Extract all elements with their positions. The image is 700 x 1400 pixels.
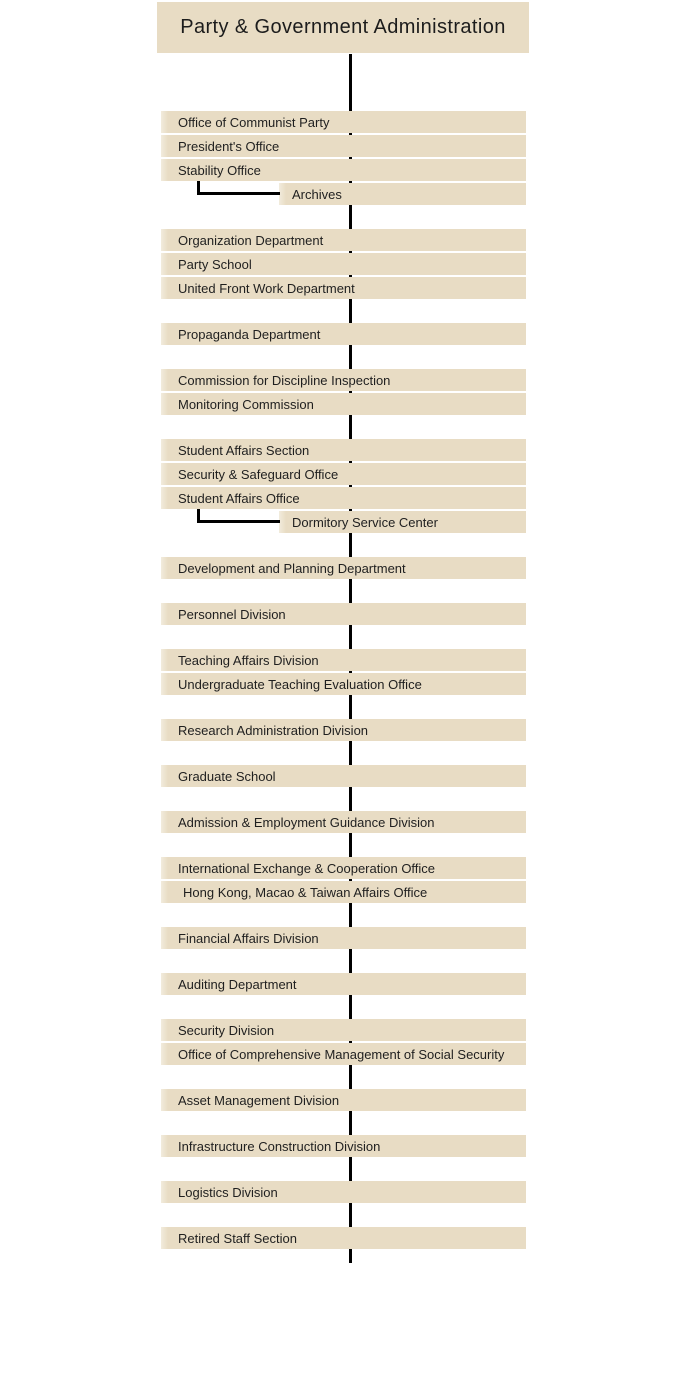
org-bar	[161, 1181, 526, 1203]
org-bar-label: Auditing Department	[178, 976, 297, 992]
org-bar-label: Party School	[178, 256, 252, 272]
org-bar-label: Research Administration Division	[178, 722, 369, 738]
org-bar	[161, 159, 526, 181]
org-group	[161, 765, 526, 787]
org-bar	[161, 973, 526, 995]
org-bar	[161, 881, 526, 903]
org-bar-label: Stability Office	[178, 162, 261, 178]
org-bar-label: President's Office	[178, 138, 280, 154]
org-bar-label: Dormitory Service Center	[292, 514, 438, 530]
org-group	[161, 603, 526, 625]
org-bar	[161, 1227, 526, 1249]
org-bar-label: International Exchange & Cooperation Office	[178, 860, 436, 876]
org-bar	[161, 765, 526, 787]
org-bar	[161, 1019, 526, 1041]
org-bar-label: Security Division	[178, 1022, 275, 1038]
org-bar	[161, 1089, 526, 1111]
org-bar-label: Student Affairs Office	[178, 490, 300, 506]
org-bar	[161, 439, 526, 461]
org-group	[161, 323, 526, 345]
org-group	[161, 1181, 526, 1203]
org-group	[161, 1135, 526, 1157]
org-bar	[161, 857, 526, 879]
org-bar	[161, 135, 526, 157]
org-group	[161, 1089, 526, 1111]
org-bar	[161, 603, 526, 625]
org-group	[161, 439, 526, 533]
org-bar	[161, 673, 526, 695]
org-bar	[161, 323, 526, 345]
org-bar-label: Admission & Employment Guidance Division	[178, 814, 435, 830]
org-group	[161, 111, 526, 205]
chart-title: Party & Government Administration	[157, 2, 529, 53]
org-bar-label: Organization Department	[178, 232, 324, 248]
org-bar	[161, 927, 526, 949]
org-bar-label: Monitoring Commission	[178, 396, 314, 412]
org-bar-label: Graduate School	[178, 768, 276, 784]
org-bar-label: Office of Comprehensive Management of Social Security	[178, 1046, 505, 1062]
org-bar	[161, 229, 526, 251]
org-bar-label: Retired Staff Section	[178, 1230, 297, 1246]
org-bar-label: Undergraduate Teaching Evaluation Office	[178, 676, 422, 692]
org-bar-label: Personnel Division	[178, 606, 286, 622]
org-group	[161, 1019, 526, 1065]
org-group	[161, 927, 526, 949]
org-bar	[161, 1043, 526, 1065]
org-group	[161, 369, 526, 415]
org-bar-label: Development and Planning Department	[178, 560, 406, 576]
org-group	[161, 557, 526, 579]
org-bar-label: Financial Affairs Division	[178, 930, 319, 946]
org-group	[161, 973, 526, 995]
org-group	[161, 649, 526, 695]
org-group	[161, 229, 526, 299]
elbow-connector-line	[197, 181, 280, 195]
org-bar-label: Security & Safeguard Office	[178, 466, 339, 482]
org-bar-sub	[279, 183, 526, 205]
org-bar	[161, 369, 526, 391]
org-bar-label: Commission for Discipline Inspection	[178, 372, 391, 388]
org-group	[161, 1227, 526, 1249]
org-group	[161, 811, 526, 833]
org-bar	[161, 1135, 526, 1157]
org-group	[161, 719, 526, 741]
org-group	[161, 857, 526, 903]
org-bar	[161, 649, 526, 671]
org-bar-label: United Front Work Department	[178, 280, 355, 296]
org-bar	[161, 463, 526, 485]
org-bar-label: Teaching Affairs Division	[178, 652, 319, 668]
org-bar	[161, 487, 526, 509]
org-bar	[161, 253, 526, 275]
org-bar-label: Propaganda Department	[178, 326, 321, 342]
org-bar	[161, 277, 526, 299]
org-bar	[161, 719, 526, 741]
elbow-connector-line	[197, 509, 280, 523]
org-bar-label: Hong Kong, Macao & Taiwan Affairs Office	[183, 884, 428, 900]
org-bar	[161, 557, 526, 579]
org-bar-label: Student Affairs Section	[178, 442, 310, 458]
org-bar-label: Asset Management Division	[178, 1092, 340, 1108]
org-bar	[161, 393, 526, 415]
org-bar-label: Logistics Division	[178, 1184, 278, 1200]
org-bar-sub	[279, 511, 526, 533]
org-groups	[161, 111, 526, 1273]
org-bar	[161, 811, 526, 833]
org-bar-label: Infrastructure Construction Division	[178, 1138, 381, 1154]
org-bar-label: Office of Communist Party	[178, 114, 330, 130]
org-bar-label: Archives	[292, 186, 342, 202]
org-bar	[161, 111, 526, 133]
